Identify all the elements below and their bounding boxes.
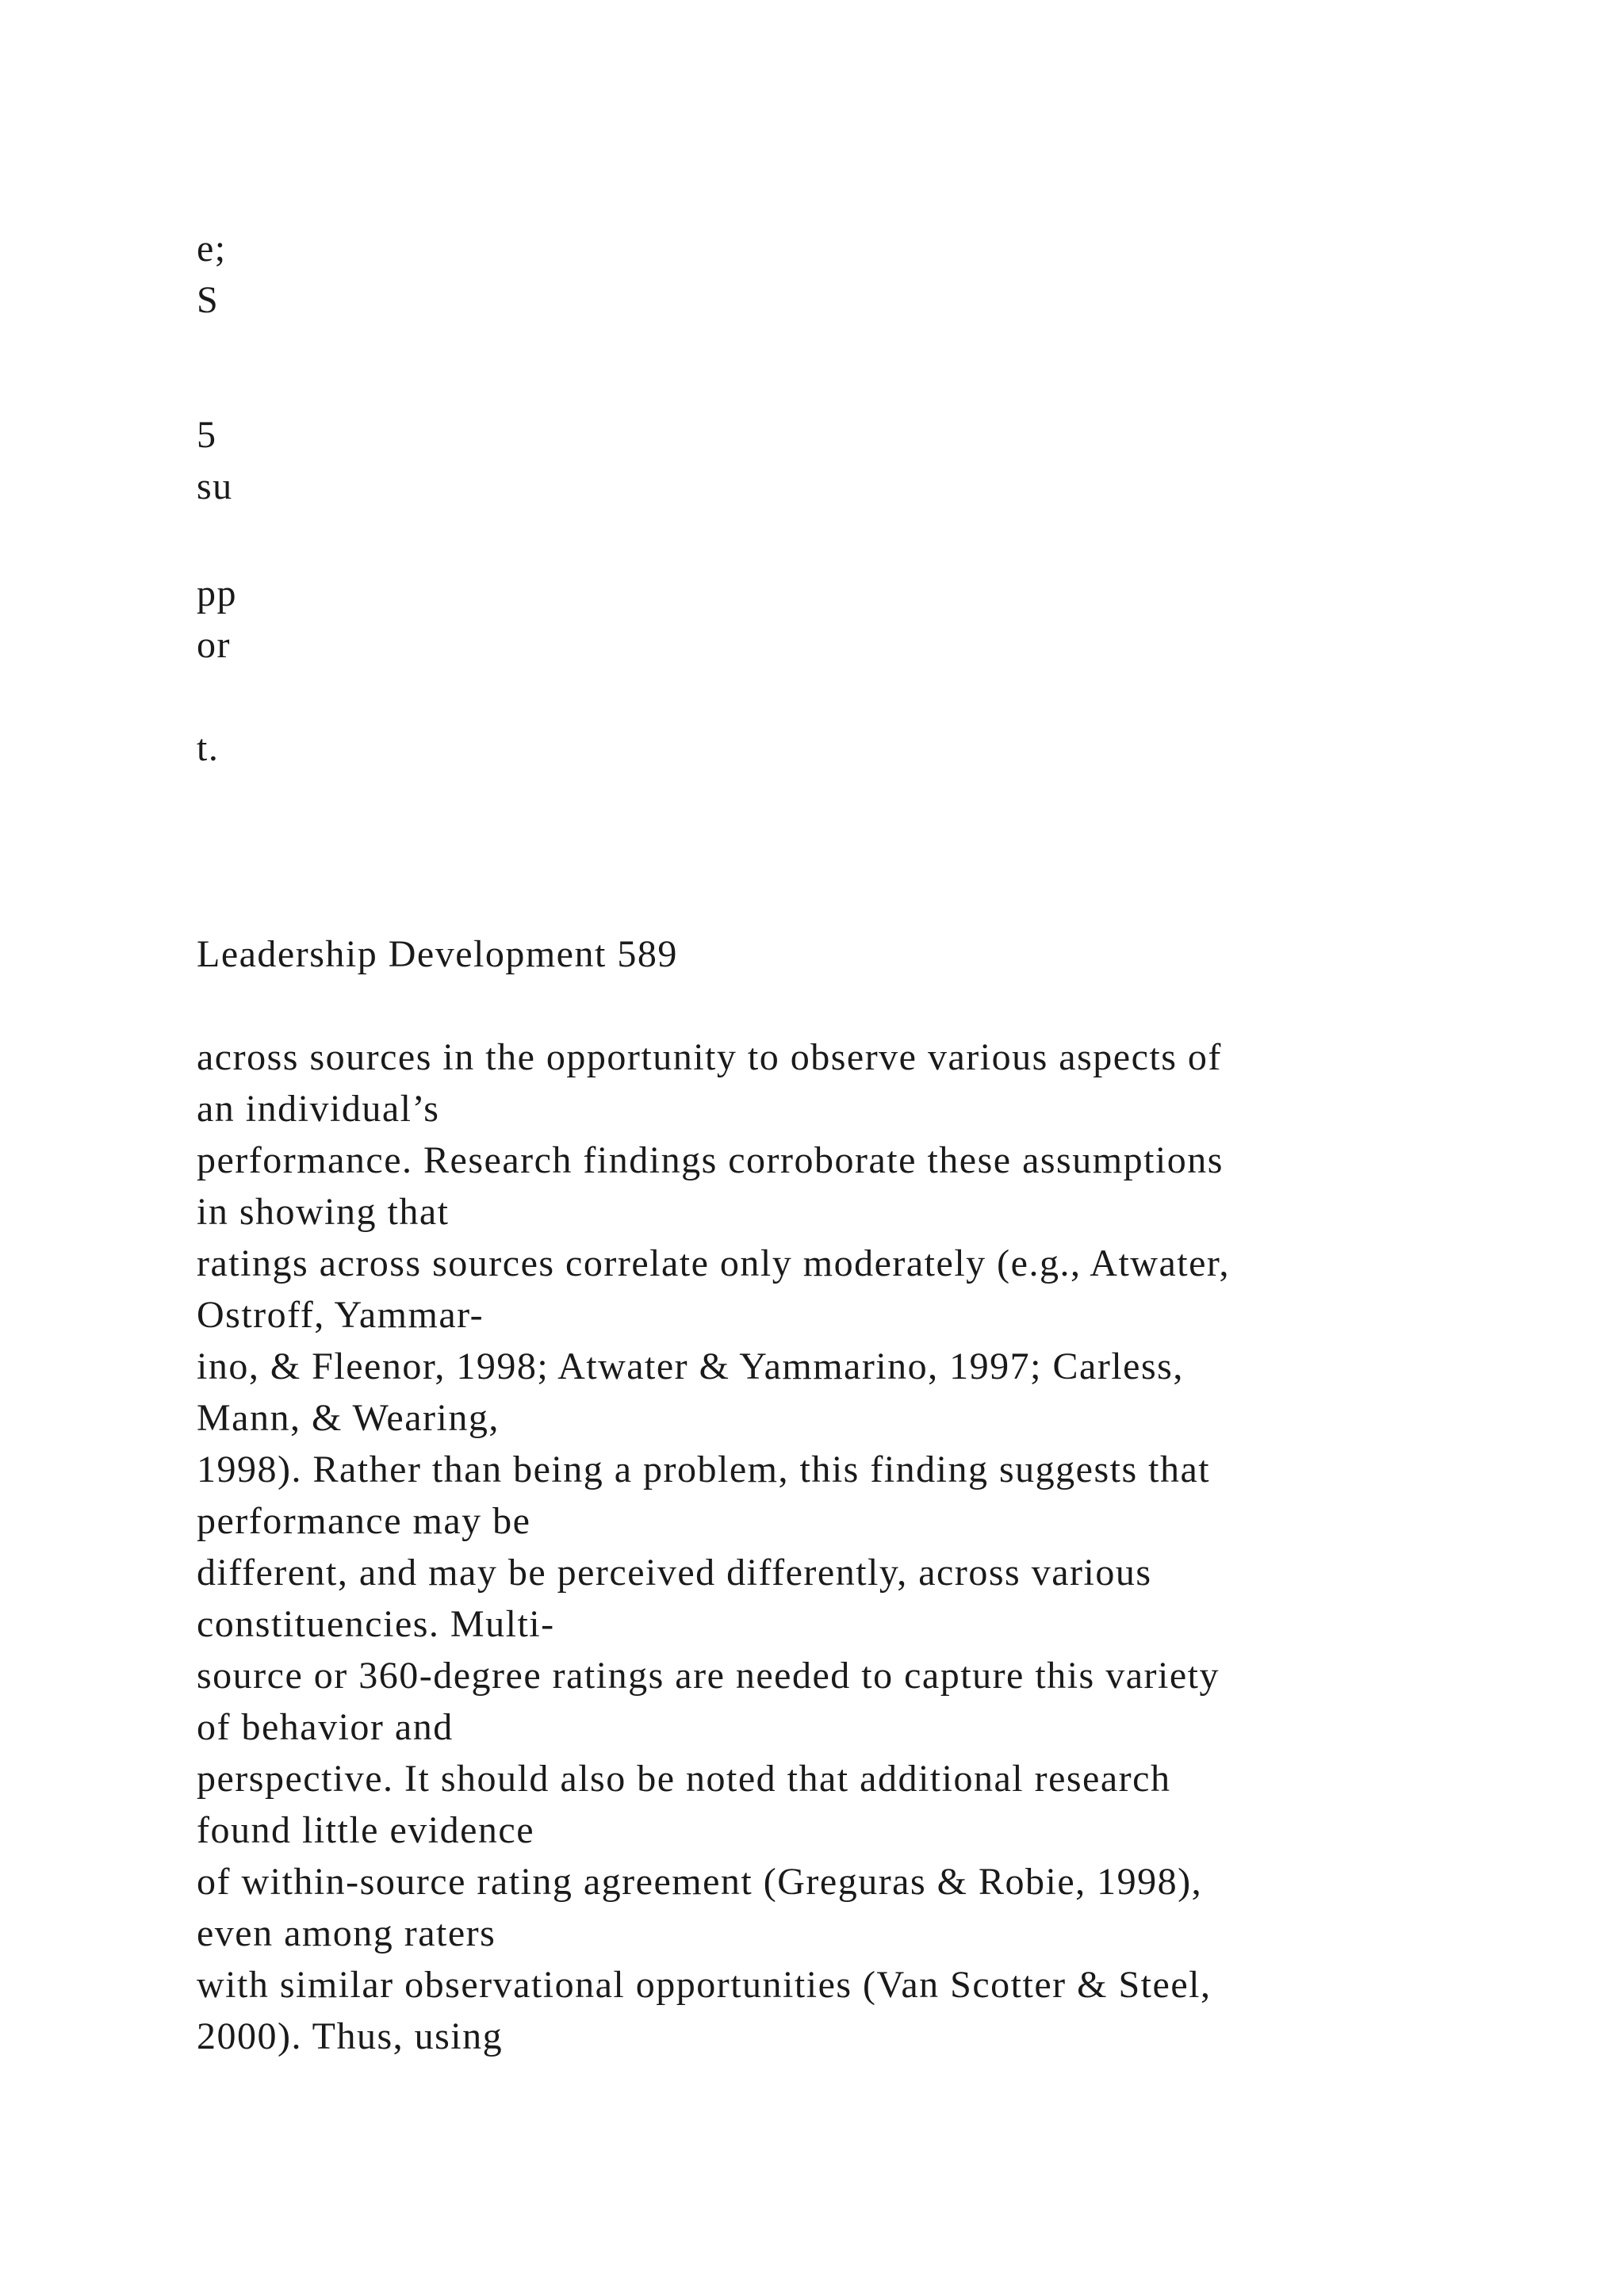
body-line: different, and may be perceived differently, across various xyxy=(197,1552,1152,1594)
running-header: Leadership Development 589 xyxy=(197,933,678,975)
body-line: 2000). Thus, using xyxy=(197,2015,504,2057)
body-line: Ostroff, Yammar- xyxy=(197,1294,485,1336)
body-line: Mann, & Wearing, xyxy=(197,1397,500,1439)
fragment-line: 5 xyxy=(197,414,217,456)
body-line: perspective. It should also be noted that additional research xyxy=(197,1758,1171,1800)
body-line: an individual’s xyxy=(197,1088,440,1130)
body-line: performance. Research findings corroborate these assumptions xyxy=(197,1139,1224,1181)
body-line: in showing that xyxy=(197,1191,450,1233)
body-line: with similar observational opportunities (Van Scotter & Steel, xyxy=(197,1964,1212,2006)
body-line: source or 360-degree ratings are needed to capture this variety xyxy=(197,1655,1220,1697)
body-line: even among raters xyxy=(197,1912,496,1954)
body-line: ino, & Fleenor, 1998; Atwater & Yammarino, 1997; Carless, xyxy=(197,1345,1184,1387)
body-line: constituencies. Multi- xyxy=(197,1603,555,1645)
fragment-line: t. xyxy=(197,727,220,769)
fragment-line: pp xyxy=(197,572,237,614)
fragment-line: e; xyxy=(197,228,227,270)
body-line: 1998). Rather than being a problem, this finding suggests that xyxy=(197,1448,1211,1490)
fragment-line: su xyxy=(197,465,233,507)
body-line: found little evidence xyxy=(197,1809,535,1851)
body-line: ratings across sources correlate only moderately (e.g., Atwater, xyxy=(197,1242,1230,1284)
body-line: across sources in the opportunity to observe various aspects of xyxy=(197,1036,1222,1078)
fragment-line: S xyxy=(197,279,220,321)
fragment-line: or xyxy=(197,624,231,666)
body-line: of within-source rating agreement (Greguras & Robie, 1998), xyxy=(197,1861,1203,1903)
body-line: of behavior and xyxy=(197,1706,454,1748)
body-line: performance may be xyxy=(197,1500,531,1542)
